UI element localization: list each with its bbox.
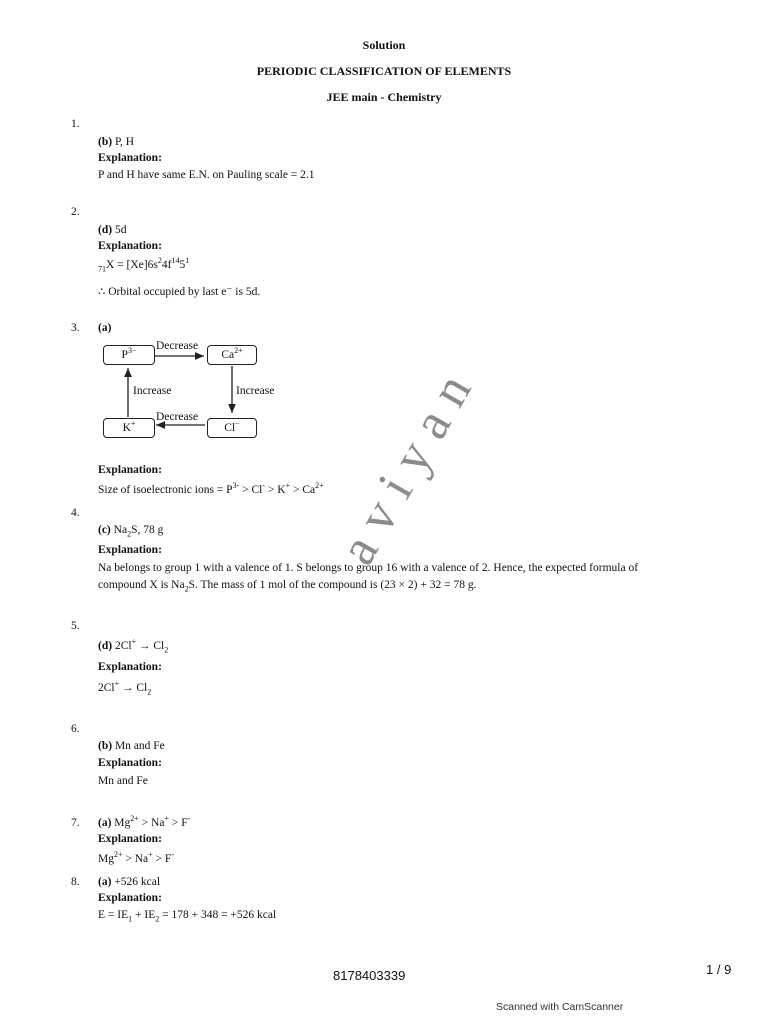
answer-option: (c) (98, 524, 111, 536)
question-number: 3. (71, 322, 80, 334)
answer-option: (b) (98, 740, 113, 752)
left-arrow-label: Increase (133, 385, 172, 397)
explanation-label: Explanation: (98, 757, 162, 769)
explanation-paragraph: Na belongs to group 1 with a valence of 1. S belongs to group 16 with a valence of 2. Hence, the expected formula of compound X is $Na_2S$. The mass of 1 mol of the compound is (23 × 2) + 32 = 78 g. (98, 562, 639, 594)
answer-line (98, 740, 165, 752)
explanation-label: Explanation: (98, 464, 162, 476)
scanner-credit: Scanned with CamScanner (496, 1001, 624, 1013)
answer-line: (c) $Na_2S$, 78 g (98, 524, 164, 539)
explanation-text: Mn and Fe (98, 775, 148, 787)
explanation-text: P and H have same E.N. on Pauling scale = 2.1 (98, 169, 315, 181)
answer-option: (a) (98, 322, 112, 334)
answer-text: Mn and Fe (114, 740, 165, 752)
question-number: 2. (71, 206, 80, 218)
answer-option: (a) (98, 876, 112, 888)
answer-option: (d) (98, 640, 113, 652)
explanation-label: Explanation: (98, 240, 162, 252)
explanation-text: ∴ Orbital occupied by last e⁻ is 5d. (98, 286, 261, 298)
page-number: 1 / 9 (706, 962, 732, 977)
explanation-text: $2Cl^+ \to Cl_2$ (98, 679, 152, 697)
ion-box-ca2: $Ca^{2+}$ (207, 345, 257, 365)
explanation-text: $E = IE_1 + IE_2 = 178 + 348 = +526$ kcal (98, 909, 277, 924)
explanation-label: Explanation: (98, 892, 162, 904)
footer-phone: 8178403339 (333, 968, 406, 983)
bottom-arrow-label: Decrease (156, 411, 199, 423)
question-number: 5. (71, 620, 80, 632)
doc-subject: PERIODIC CLASSIFICATION OF ELEMENTS (256, 64, 512, 78)
explanation-label: Explanation: (98, 833, 162, 845)
watermark: aviyan (328, 352, 490, 574)
ion-box-k: K+ (103, 418, 155, 438)
answer-option: (d) (98, 224, 113, 236)
explanation-text: $Mg^{2+} > Na^+ > F^-$ (98, 850, 174, 865)
doc-title: Solution (362, 38, 406, 52)
question-number: 8. (71, 876, 80, 888)
question-number: 7. (71, 817, 80, 829)
answer-mass: 78 g (143, 524, 164, 536)
ion-box-cl: Cl− (207, 418, 257, 438)
ion-box-p3: $P^{3-}$ (103, 345, 155, 365)
answer-option: (b) (98, 136, 113, 148)
answer-option: (a) (98, 817, 112, 829)
answer-text: P, H (114, 136, 135, 148)
question-number: 6. (71, 723, 80, 735)
explanation-label: Explanation: (98, 661, 162, 673)
answer-line: (a) $Mg^{2+} > Na^+ > F^-$ (98, 814, 191, 829)
explanation-text: Size of isoelectronic ions = $P^{3-} > Cl^- > K^+ > Ca^{2+}$ (98, 481, 324, 496)
answer-text: +526 kcal (114, 876, 161, 888)
doc-exam: JEE main - Chemistry (326, 90, 442, 104)
question-number: 4. (71, 507, 80, 519)
top-arrow-label: Decrease (156, 340, 199, 352)
explanation-label: Explanation: (98, 152, 162, 164)
answer-text: 5d (114, 224, 127, 236)
answer-line (98, 876, 160, 888)
answer-line: (d) $2Cl^+ \to Cl_2$ (98, 637, 169, 655)
question-number: 1. (71, 118, 80, 130)
right-arrow-label: Increase (236, 385, 275, 397)
explanation-label: Explanation: (98, 544, 162, 556)
electron-configuration: $_{71}X = [Xe]6s^24f^{14}5^1$ (98, 256, 190, 274)
